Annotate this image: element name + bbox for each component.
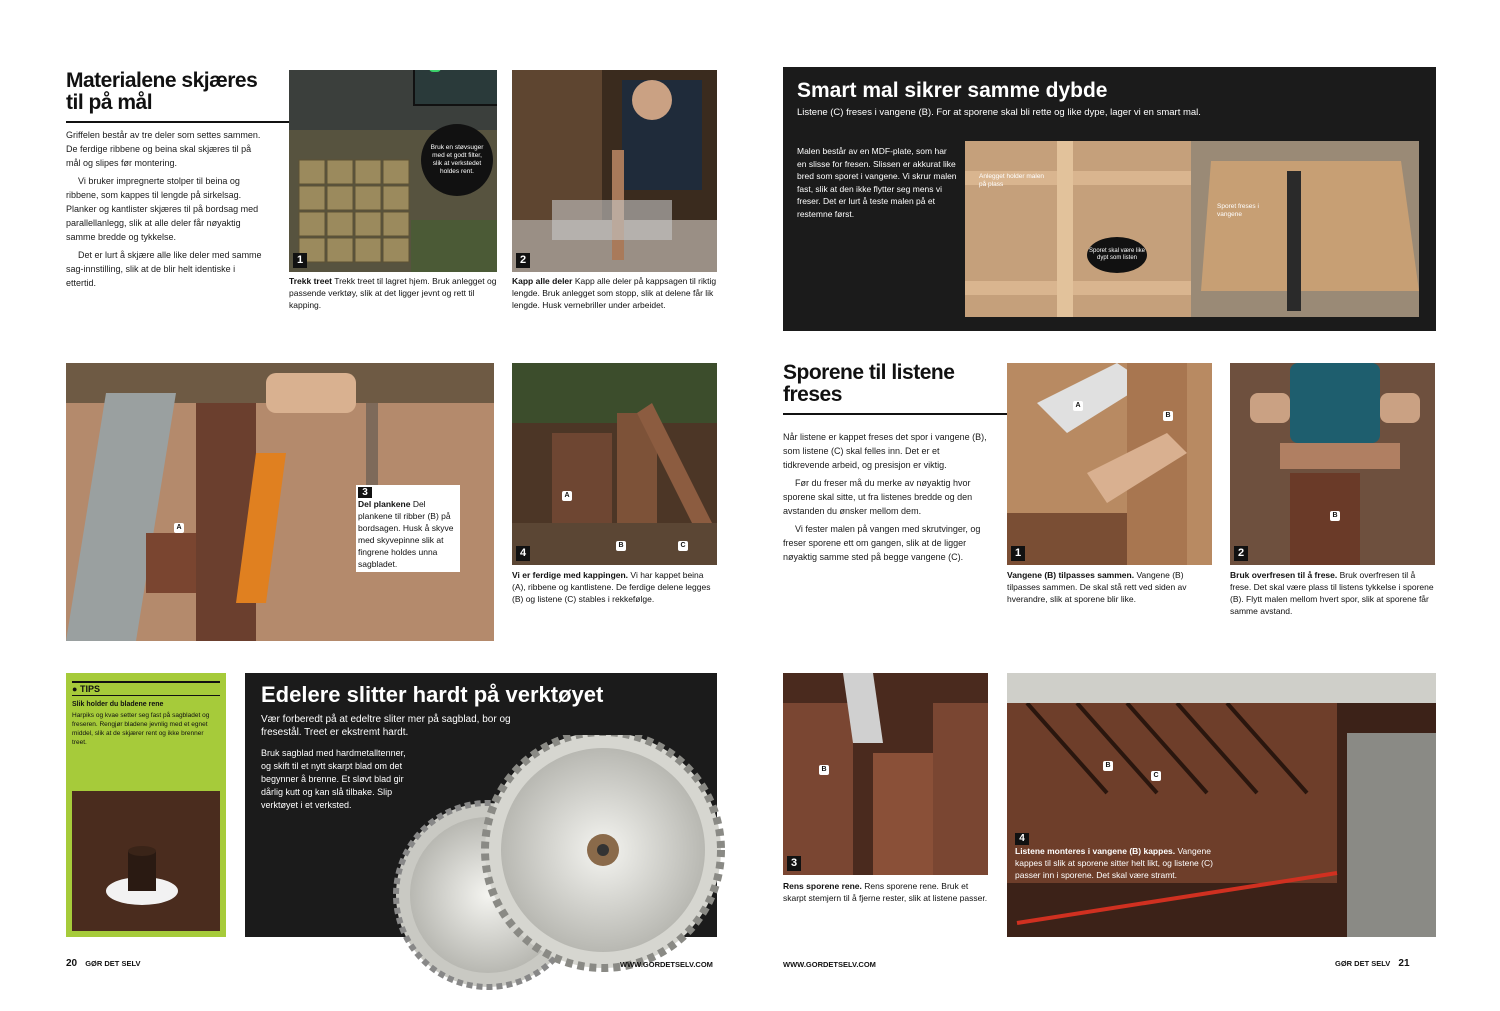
- template-photo-1: [965, 141, 1191, 317]
- part-label: B: [1163, 411, 1173, 421]
- website-url[interactable]: WWW.GORDETSELV.COM: [783, 960, 876, 969]
- bit-illustration: [72, 791, 220, 931]
- caption-lead: Vi er ferdige med kappingen.: [512, 570, 629, 580]
- lumber-cut-illustration: [512, 363, 717, 565]
- part-label: A: [174, 523, 184, 533]
- section-title: Sporene til listene freses: [783, 361, 955, 406]
- router-illustration: [1230, 363, 1435, 565]
- photo-caption: [512, 569, 717, 605]
- callout-bubble: Sporet skal være like dypt som listen: [1087, 237, 1147, 273]
- tools-lead: Vær forberedt på at edeltre sliter mer på sagblad, bor og fresestål. Treet er ekstremt hardt.: [261, 714, 511, 738]
- part-label: A: [1073, 401, 1083, 411]
- tips-label: TIPS: [79, 684, 100, 694]
- photo-caption: [289, 275, 497, 311]
- caption-text: Vi har kappet beina (A), ribbene og kantlistene. De ferdige delene legges (B) og listene (C) stables i rekkefølge.: [512, 570, 711, 604]
- template-box: [783, 67, 1436, 331]
- caption-lead: Trekk treet: [289, 276, 332, 286]
- lightbulb-icon: ●: [72, 684, 78, 694]
- template-title: Smart mal sikrer samme dybde: [797, 79, 1108, 102]
- photo-cut-lumber: [512, 363, 717, 565]
- marking-illustration: [1007, 363, 1212, 565]
- tips-box: [66, 673, 226, 937]
- photo-lumber-stack: [289, 70, 497, 272]
- step-number: 3: [787, 856, 801, 871]
- step-caption-box: [356, 485, 460, 572]
- section-paragraph: Når listene er kappet freses det spor i vangene (B), som listene (C) skal felles inn. Det er et tidkrevende arbeid, og presisjon er viktig.: [783, 432, 987, 470]
- caption-text: Bruk overfresen til å frese. Det skal være plass til listens tykkelse i sporene (B). Flytt malen mellom hvert spor, slik at sporene får samme avstand.: [1230, 570, 1434, 616]
- caption-lead: Rens sporene rene.: [783, 881, 862, 891]
- photo-caption: [1230, 569, 1435, 617]
- tips-header: [72, 681, 220, 696]
- page-footer: [66, 958, 141, 969]
- tools-body: Bruk sagblad med hardmetalltenner, og skift til et nytt skarpt blad om det begynner å brenne. Et sløvt blad gir dårlig kutt og kan slå tilbake. Slip verktøyet i et verksted.: [261, 748, 406, 810]
- assembly-illustration: [1007, 673, 1436, 937]
- website-url[interactable]: WWW.GORDETSELV.COM: [620, 960, 713, 969]
- title-rule: [783, 413, 1007, 415]
- photo-assembly: [1007, 673, 1436, 937]
- step-caption-overlay: [1015, 833, 1215, 881]
- template-photo-2: [1191, 141, 1419, 317]
- step-number: 4: [516, 546, 530, 561]
- photo-caption: [783, 880, 988, 904]
- section-paragraph: Vi fester malen på vangen med skrutvinger, og freser sporene ett om gangen, slik at de ligger nøyaktig samme sted på begge vangene (C).: [783, 524, 981, 562]
- part-label: C: [678, 541, 688, 551]
- caption-lead: Kapp alle deler: [512, 276, 573, 286]
- saw-illustration: [512, 70, 717, 272]
- step-number: 3: [358, 487, 372, 498]
- section-paragraph: Før du freser må du merke av nøyaktig hvor sporene skal sitte, ut fra listenes bredde og den avstanden du ønsker mellom dem.: [783, 478, 973, 516]
- template-lead: Listene (C) freses i vangene (B). For at sporene skal bli rette og like dype, lager vi en smart mal.: [797, 107, 1201, 118]
- caption-text: Del plankene til ribber (B) på bordsagen. Husk å skyve med skyvepinne slik at fingrene holdes unna sagbladet.: [358, 499, 454, 569]
- photo-marking: [1007, 363, 1212, 565]
- speech-bubble: Bruk en støvsuger med et godt filter, slik at verkstedet holdes rent.: [421, 124, 493, 196]
- tips-title: Slik holder du bladene rene: [72, 701, 164, 708]
- magazine-name: GØR DET SELV: [1335, 959, 1391, 968]
- caption-lead: Del plankene: [358, 499, 411, 509]
- tools-title: Edelere slitter hardt på verktøyet: [261, 682, 604, 707]
- intro-paragraph: Griffelen består av tre deler som settes sammen. De ferdige ribbene og beina skal skjæres til på mål og slipes før montering.: [66, 130, 261, 168]
- caption-text: Kapp alle deler på kappsagen til riktig lengde. Bruk anlegget som stopp, slik at delene får lik lengde. Husk vernebriller under arbeidet.: [512, 276, 717, 310]
- photo-chisel: [783, 673, 988, 875]
- photo-miter-saw: [512, 70, 717, 272]
- step-number: 1: [293, 253, 307, 268]
- step-number: 1: [1011, 546, 1025, 561]
- caption-lead: Listene monteres i vangene (B) kappes.: [1015, 846, 1176, 856]
- photo-caption: [512, 275, 717, 311]
- chisel-illustration: [783, 673, 988, 875]
- part-label: A: [562, 491, 572, 501]
- intro-paragraph: Vi bruker impregnerte stolper til beina og ribbene, som kappes til lengde på sirkelsag. Planker og kantlister skjæres til på bordsag med parallellanlegg, slik at alle deler får nøyaktig samme bredde og tykkelse.: [66, 176, 259, 242]
- page-number: 20: [66, 958, 78, 969]
- step-number: 2: [1234, 546, 1248, 561]
- photo-router: [1230, 363, 1435, 565]
- callout: Sporet freses i vangene: [1217, 203, 1259, 218]
- section-title: Materialene skjæres til på mål: [66, 69, 258, 114]
- caption-text: Vangene kappes til slik at sporene sitter helt likt, og listene (C) passer inn i sporene. Det skal være stramt.: [1015, 846, 1213, 880]
- photo-caption: [1007, 569, 1212, 605]
- tips-body: Harpiks og kvae setter seg fast på sagbladet og freseren. Rengjør bladene jevnlig med et egnet middel, slik at de skjærer rent og ikke brenner treet.: [72, 712, 210, 746]
- part-label: B: [616, 541, 626, 551]
- jig-illustration: [965, 141, 1191, 317]
- title-rule: [66, 121, 290, 123]
- step-number: 2: [516, 253, 530, 268]
- part-label: B: [819, 765, 829, 775]
- page-footer: [1335, 958, 1410, 969]
- page-number: 21: [1398, 958, 1410, 969]
- caption-text: Vangene (B) tilpasses sammen. De skal stå rett ved siden av hverandre, slik at sporene blir like.: [1007, 570, 1187, 604]
- photo-table-saw: [66, 363, 494, 641]
- tips-photo: [72, 791, 220, 931]
- caption-text: Trekk treet til lagret hjem. Bruk anlegget og passende verktøy, slik at det ligger jevnt og rett til kapping.: [289, 276, 497, 310]
- saw-blade-icon: [378, 735, 758, 995]
- part-label: B: [1330, 511, 1340, 521]
- callout: Anlegget holder malen på plass: [979, 173, 1045, 188]
- magazine-name: GØR DET SELV: [85, 959, 141, 968]
- template-body: Malen består av en MDF-plate, som har en slisse for fresen. Slissen er akkurat like bred som sporet i vangene. Vi skrur malen fast, slik at den ikke flytter seg mens vi freser. Det er lurt å teste malen på et restemne først.: [797, 146, 957, 219]
- caption-text: Rens sporene rene. Bruk et skarpt stemjern til å fjerne rester, slik at listene passer.: [783, 881, 988, 903]
- part-label: B: [1103, 761, 1113, 771]
- part-label: C: [1151, 771, 1161, 781]
- step-number: 4: [1015, 833, 1029, 845]
- router-jig-illustration: [1191, 141, 1419, 317]
- caption-lead: Bruk overfresen til å frese.: [1230, 570, 1338, 580]
- section-text: [783, 430, 988, 564]
- intro-text: [66, 128, 266, 290]
- caption-lead: Vangene (B) tilpasses sammen.: [1007, 570, 1135, 580]
- inset-photo: [413, 70, 497, 106]
- intro-paragraph: Det er lurt å skjære alle like deler med samme sag-innstilling, slik at de blir helt identiske i ettertid.: [66, 250, 262, 288]
